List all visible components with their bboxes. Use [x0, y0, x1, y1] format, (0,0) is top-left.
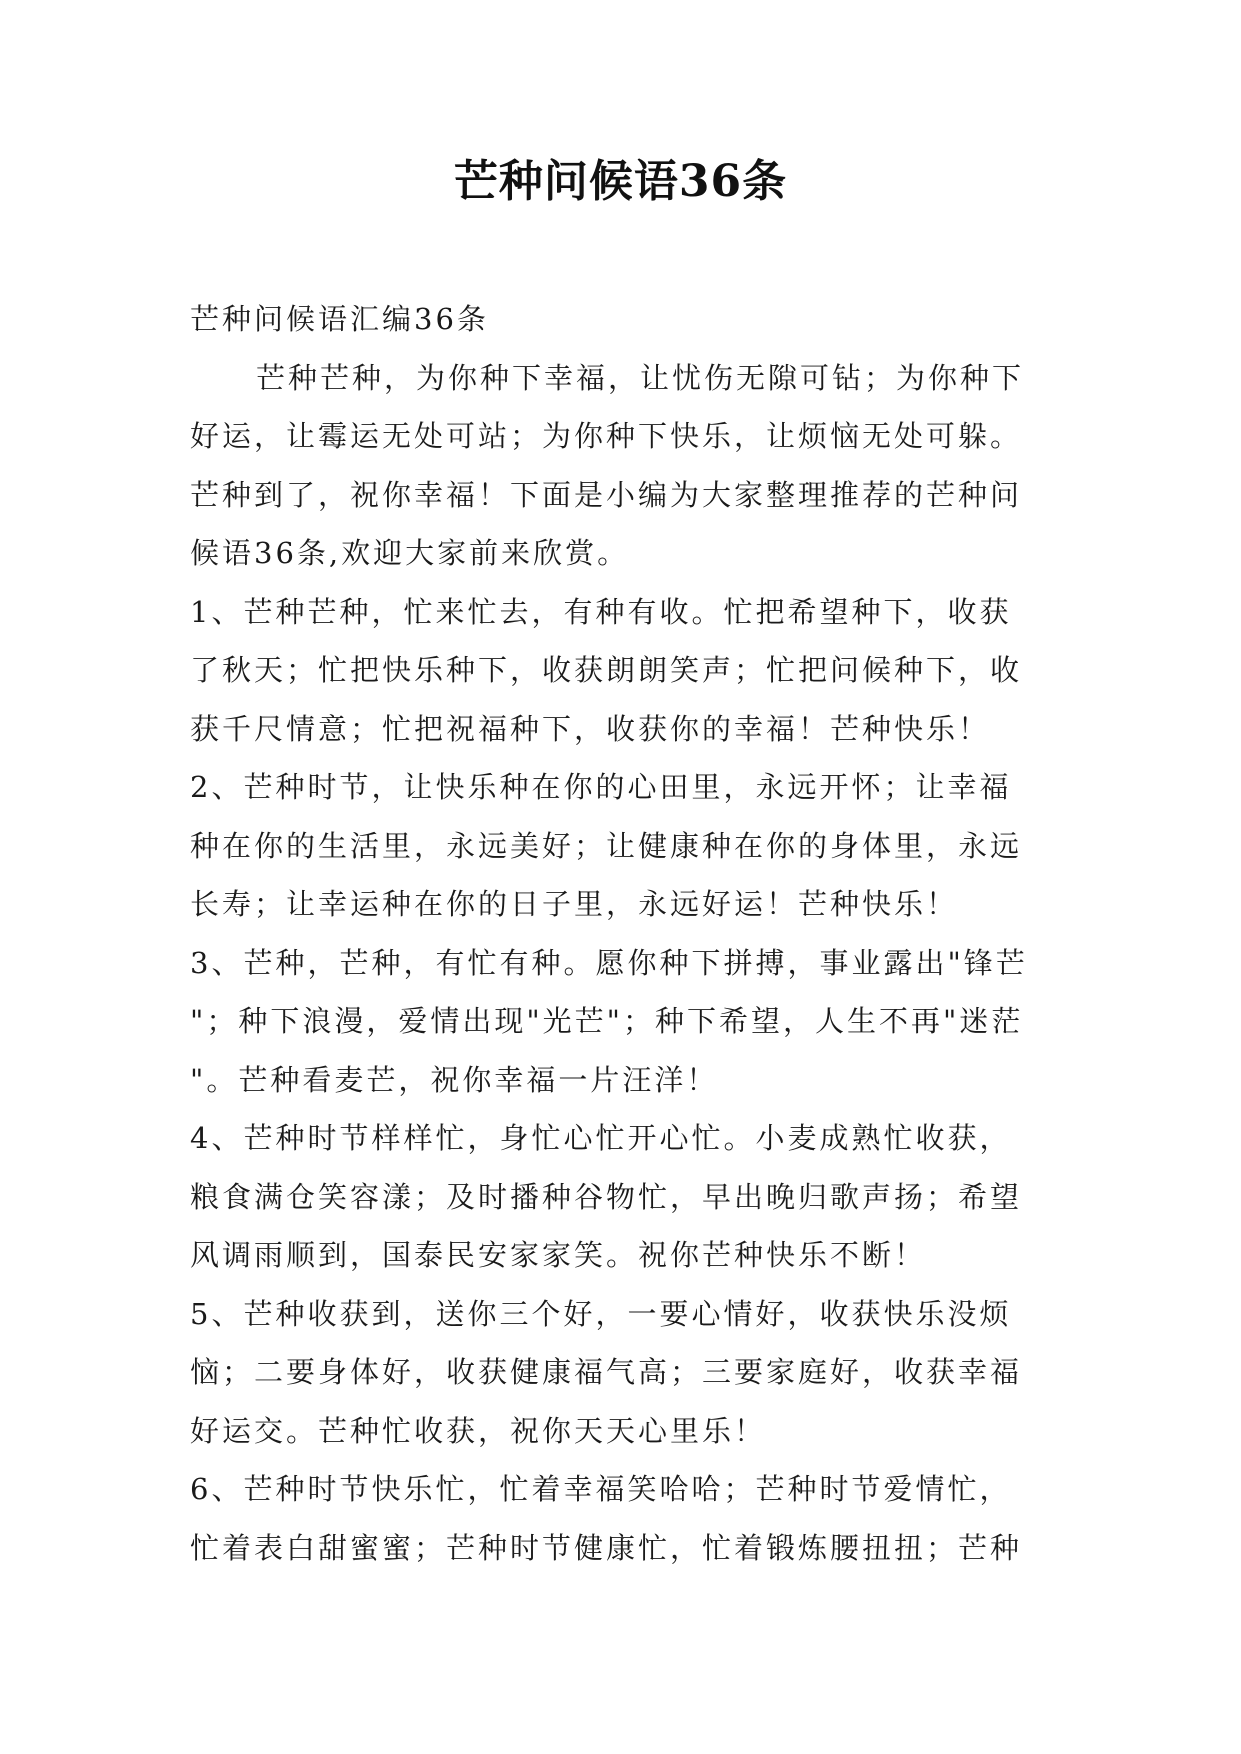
item-3-line: "；种下浪漫，爱情出现"光芒"；种下希望，人生不再"迷茫 — [190, 1004, 1024, 1038]
item-5-line: 恼；二要身体好，收获健康福气高；三要家庭好，收获幸福 — [190, 1355, 1023, 1389]
intro-line: 候语36条,欢迎大家前来欣赏。 — [190, 536, 630, 570]
item-3-line: 3、芒种，芒种，有忙有种。愿你种下拼搏，事业露出"锋芒 — [190, 945, 1028, 980]
document-body — [190, 290, 1070, 1577]
item-6-line: 6、芒种时节快乐忙，忙着幸福笑哈哈；芒种时节爱情忙， — [190, 1472, 1012, 1506]
item-2-line: 长寿；让幸运种在你的日子里，永远好运！芒种快乐！ — [190, 887, 959, 921]
item-4-line: 粮食满仓笑容漾；及时播种谷物忙，早出晚归歌声扬；希望 — [190, 1179, 1023, 1214]
item-5-line: 好运交。芒种忙收获，祝你天天心里乐！ — [190, 1413, 767, 1448]
item-5-line: 5、芒种收获到，送你三个好，一要心情好，收获快乐没烦 — [190, 1296, 1012, 1331]
document-title: 芒种问候语36条 — [453, 156, 788, 207]
item-1-line: 了秋天；忙把快乐种下，收获朗朗笑声；忙把问候种下，收 — [190, 653, 1023, 687]
intro-line: 好运，让霉运无处可站；为你种下快乐，让烦恼无处可躲。 — [190, 419, 1023, 453]
item-1-line: 1、芒种芒种，忙来忙去，有种有收。忙把希望种下，收获 — [190, 594, 1012, 629]
item-4-line: 4、芒种时节样样忙，身忙心忙开心忙。小麦成熟忙收获， — [190, 1121, 1012, 1155]
intro-line: 芒种芒种，为你种下幸福，让忧伤无隙可钻；为你种下 — [256, 360, 1025, 395]
subtitle-line: 芒种问候语汇编36条 — [190, 302, 489, 336]
item-4-line: 风调雨顺到，国泰民安家家笑。祝你芒种快乐不断！ — [190, 1238, 927, 1272]
item-1-line: 获千尺情意；忙把祝福种下，收获你的幸福！芒种快乐！ — [190, 711, 991, 746]
item-6-line: 忙着表白甜蜜蜜；芒种时节健康忙，忙着锻炼腰扭扭；芒种 — [190, 1530, 1023, 1565]
item-3-line: "。芒种看麦芒，祝你幸福一片汪洋！ — [190, 1062, 719, 1097]
item-2-line: 2、芒种时节，让快乐种在你的心田里，永远开怀；让幸福 — [190, 770, 1012, 804]
item-2-line: 种在你的生活里，永远美好；让健康种在你的身体里，永远 — [190, 828, 1023, 863]
intro-line: 芒种到了，祝你幸福！下面是小编为大家整理推荐的芒种问 — [190, 477, 1023, 512]
